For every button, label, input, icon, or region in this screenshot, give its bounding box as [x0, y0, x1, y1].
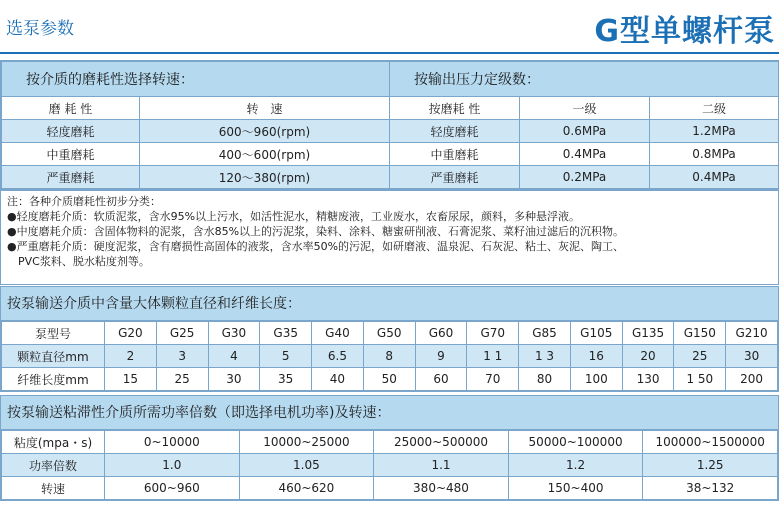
model-cell: G150 [674, 322, 726, 345]
diameter-cell: 16 [570, 345, 622, 368]
speed-cell: 150~400 [508, 477, 643, 500]
row-label: 颗粒直径mm [2, 345, 105, 368]
fiber-cell: 200 [726, 368, 778, 391]
wear-right-title: 按输出压力定级数： [390, 62, 779, 97]
power-cell: 1.25 [643, 454, 778, 477]
particle-title: 按泵输送介质中含量大体颗粒直径和纤维长度： [1, 287, 778, 321]
fiber-cell: 100 [570, 368, 622, 391]
particle-table [0, 286, 779, 392]
diameter-cell: 20 [622, 345, 674, 368]
notes-item: ●轻度磨耗介质：软质泥浆，含水95%以上污水，如活性泥水，精糖废液，工业废水，农畜尿尿，颜料，多种悬浮液。 [7, 210, 581, 223]
notes-item: ●严重磨耗介质：硬度泥浆，含有磨损性高固体的液浆，含水率50%的污泥，如研磨液、温泉泥、石灰泥、粘土、灰泥、陶工、 [7, 240, 625, 253]
power-cell: 1.2 [508, 454, 643, 477]
wear-cell: 600～960(rpm) [140, 120, 390, 143]
viscosity-cell: 100000~1500000 [643, 431, 778, 454]
diameter-cell: 3 [156, 345, 208, 368]
viscosity-cell: 10000~25000 [239, 431, 374, 454]
table-row [2, 454, 778, 477]
wear-cell: 0.4MPa [520, 143, 650, 166]
table-row [2, 143, 779, 166]
table-row [2, 322, 778, 345]
speed-cell: 38~132 [643, 477, 778, 500]
wear-cell: 中重磨耗 [390, 143, 520, 166]
power-cell: 1.05 [239, 454, 374, 477]
model-cell: G30 [208, 322, 260, 345]
model-cell: G25 [156, 322, 208, 345]
wear-cell: 轻度磨耗 [390, 120, 520, 143]
fiber-cell: 25 [156, 368, 208, 391]
model-cell: G210 [726, 322, 778, 345]
diameter-cell: 1 3 [519, 345, 571, 368]
diameter-cell: 25 [674, 345, 726, 368]
table-row [2, 431, 778, 454]
row-label: 纤维长度mm [2, 368, 105, 391]
fiber-cell: 60 [415, 368, 467, 391]
table-row [2, 120, 779, 143]
row-label: 功率倍数 [2, 454, 105, 477]
notes-block [0, 190, 779, 285]
wear-cell: 严重磨耗 [390, 166, 520, 189]
diameter-cell: 1 1 [467, 345, 519, 368]
wear-cell: 120～380(rpm) [140, 166, 390, 189]
wear-header: 磨 耗 性 [2, 97, 140, 120]
model-cell: G35 [260, 322, 312, 345]
power-cell: 1.0 [105, 454, 240, 477]
table-row [2, 368, 778, 391]
model-cell: G20 [105, 322, 157, 345]
fiber-cell: 1 50 [674, 368, 726, 391]
fiber-cell: 35 [260, 368, 312, 391]
fiber-cell: 130 [622, 368, 674, 391]
viscosity-table [0, 395, 779, 501]
model-cell: G40 [312, 322, 364, 345]
notes-item: PVC浆料、脱水粘度剂等。 [7, 255, 150, 268]
diameter-cell: 6.5 [312, 345, 364, 368]
wear-cell: 轻度磨耗 [2, 120, 140, 143]
wear-cell: 1.2MPa [650, 120, 779, 143]
speed-cell: 460~620 [239, 477, 374, 500]
wear-cell: 严重磨耗 [2, 166, 140, 189]
wear-cell: 0.2MPa [520, 166, 650, 189]
diameter-cell: 4 [208, 345, 260, 368]
row-label: 转速 [2, 477, 105, 500]
diameter-cell: 5 [260, 345, 312, 368]
notes-title: 注：各种介质磨耗性初步分类： [7, 195, 161, 208]
row-label: 粘度(mpa・s) [2, 431, 105, 454]
wear-table [0, 60, 779, 190]
model-cell: G60 [415, 322, 467, 345]
section-label: 选泵参数 [6, 19, 74, 39]
table-row [2, 166, 779, 189]
wear-cell: 400～600(rpm) [140, 143, 390, 166]
speed-cell: 380~480 [374, 477, 509, 500]
model-cell: G70 [467, 322, 519, 345]
fiber-cell: 40 [312, 368, 364, 391]
viscosity-cell: 50000~100000 [508, 431, 643, 454]
row-label: 泵型号 [2, 322, 105, 345]
wear-header: 按磨耗 性 [390, 97, 520, 120]
wear-header: 转 速 [140, 97, 390, 120]
table-row [2, 345, 778, 368]
wear-cell: 0.6MPa [520, 120, 650, 143]
fiber-cell: 15 [105, 368, 157, 391]
model-cell: G50 [363, 322, 415, 345]
wear-left-title: 按介质的磨耗性选择转速： [2, 62, 390, 97]
wear-cell: 0.4MPa [650, 166, 779, 189]
diameter-cell: 9 [415, 345, 467, 368]
model-cell: G85 [519, 322, 571, 345]
speed-cell: 600~960 [105, 477, 240, 500]
notes-item: ●中度磨耗介质：含固体物料的泥浆，含水85%以上的污泥浆，染料、涂料、糖蜜研削液、石膏泥浆、菜籽油过滤后的沉积物。 [7, 225, 625, 238]
wear-header: 二级 [650, 97, 779, 120]
diameter-cell: 8 [363, 345, 415, 368]
fiber-cell: 80 [519, 368, 571, 391]
viscosity-title: 按泵输送粘滞性介质所需功率倍数（即选择电机功率)及转速： [1, 396, 778, 430]
wear-header: 一级 [520, 97, 650, 120]
table-row [2, 477, 778, 500]
fiber-cell: 30 [208, 368, 260, 391]
viscosity-cell: 0~10000 [105, 431, 240, 454]
brand-title: G型单螺杆泵 [594, 14, 775, 49]
model-cell: G135 [622, 322, 674, 345]
viscosity-cell: 25000~500000 [374, 431, 509, 454]
diameter-cell: 2 [105, 345, 157, 368]
wear-cell: 中重磨耗 [2, 143, 140, 166]
model-cell: G105 [570, 322, 622, 345]
power-cell: 1.1 [374, 454, 509, 477]
header-divider [0, 52, 779, 54]
wear-cell: 0.8MPa [650, 143, 779, 166]
diameter-cell: 30 [726, 345, 778, 368]
fiber-cell: 50 [363, 368, 415, 391]
fiber-cell: 70 [467, 368, 519, 391]
